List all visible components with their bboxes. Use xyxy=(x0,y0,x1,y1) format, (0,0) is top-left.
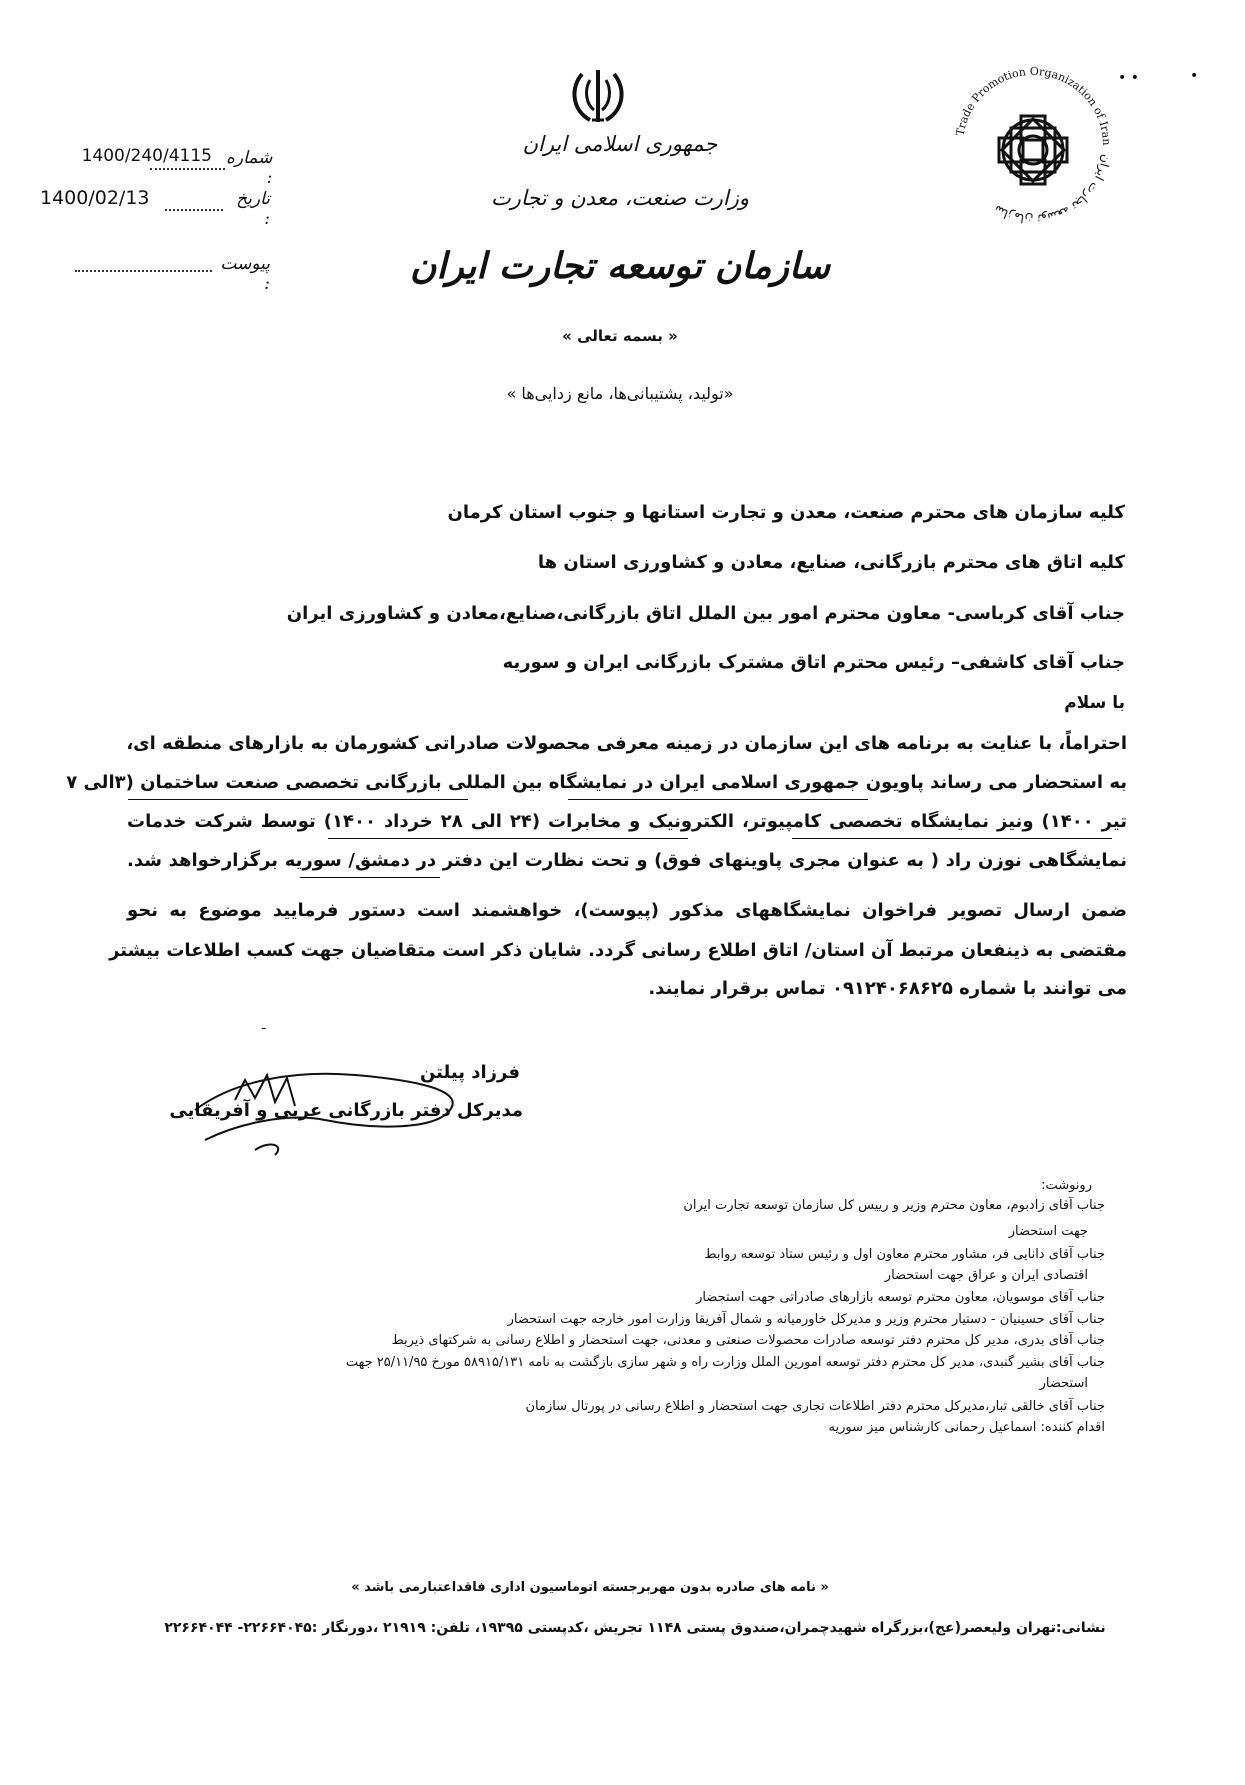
basmala: « بسمه تعالی » xyxy=(562,327,678,345)
cc-header: رونوشت: xyxy=(1041,1178,1092,1193)
underline xyxy=(792,838,1112,839)
cc-line: استحضار xyxy=(1039,1376,1088,1391)
scan-dot: • xyxy=(1190,68,1199,84)
cc-line: جناب آقای حسینیان - دستیار محترم وزیر و مدیرکل خاورمیانه و شمال آفریقا وزارت امور خارجه جهت استحضار xyxy=(507,1312,1105,1327)
recipient-1: کلیه سازمان های محترم صنعت، معدن و تجارت استانها و جنوب استان کرمان xyxy=(447,502,1125,523)
cc-line: جناب آقای دانایی فر، مشاور محترم معاون اول و رئیس ستاد توسعه روابط xyxy=(704,1247,1105,1262)
letter-date-row xyxy=(0,187,270,229)
letter-number-value: 1400/240/4115 xyxy=(81,146,212,166)
attachment-row xyxy=(0,254,270,294)
iran-emblem-icon xyxy=(568,66,628,128)
footer-note: « نامه های صادره بدون مهربرجسته اتوماسیون اداری فاقداعتبارمی باشد » xyxy=(351,1580,829,1595)
cc-line: جناب آقای خالقی تبار،مدیرکل محترم دفتر اطلاعات تجاری جهت استحضار و اطلاع رسانی در پورتال سازمان xyxy=(525,1399,1105,1414)
cc-line: جناب آقای زادبوم، معاون محترم وزیر و رییس کل سازمان توسعه تجارت ایران xyxy=(683,1198,1105,1213)
attachment-label: پیوست : xyxy=(220,254,270,294)
dotted-line xyxy=(165,209,223,211)
letter-number-label: شماره : xyxy=(225,148,273,188)
cc-line: جهت استحضار xyxy=(1008,1224,1088,1239)
stray-mark: ـ xyxy=(262,1018,266,1032)
organization-title: سازمان توسعه تجارت ایران xyxy=(409,245,831,287)
body-line-4: نمایشگاهی نوزن راد ( به عنوان مجری پاوینهای فوق) و تحت نظارت این دفتر در دمشق/ سوریه برگزارخواهد شد. xyxy=(127,850,1127,871)
letter-date-label: تاریخ : xyxy=(236,189,270,229)
signer-name: فرزاد پیلتن xyxy=(419,1062,520,1083)
letter-date-value: 1400/02/13 xyxy=(40,187,150,209)
underline xyxy=(328,838,688,839)
letter-number-row xyxy=(0,146,273,188)
greeting: با سلام xyxy=(1064,693,1125,713)
cc-line: جناب آقای موسویان، معاون محترم توسعه بازارهای صادراتی جهت استحضار xyxy=(696,1290,1105,1305)
underline xyxy=(568,799,868,800)
body-line-2: به استحضار می رساند پاویون جمهوری اسلامی ایران در نمایشگاه بین المللی بازرگانی تخصصی صنعت ساختمان (۳الی ۷ xyxy=(66,772,1127,793)
tpo-logo-icon xyxy=(948,60,1118,230)
body-line-1: احتراماً، با عنایت به برنامه های این سازمان در زمینه معرفی محصولات صادراتی کشورمان به بازارهای منطقه ای، xyxy=(126,733,1127,754)
cc-line: جناب آقای بشیر گنبدی، مدیر کل محترم دفتر توسعه امورین الملل وزارت راه و شهر سازی بازگشت به نامه ۵۸۹۱۵/۱۳۱ مورخ ۲۵/۱۱/۹۵ جهت xyxy=(345,1355,1105,1370)
body-line-3: تیر ۱۴۰۰) ونیز نمایشگاه تخصصی کامپیوتر، الکترونیک و مخابرات (۲۴ الی ۲۸ خرداد ۱۴۰۰) توسط شرکت خدمات xyxy=(127,811,1127,832)
dotted-line xyxy=(75,270,212,272)
cc-line: اقدام کننده: اسماعیل رحمانی کارشناس میز سوریه xyxy=(828,1420,1105,1435)
signer-title: مدیرکل دفتر بازرگانی عربی و آفریقایی xyxy=(169,1100,523,1121)
cc-line: جناب آقای بدری، مدیر کل محترم دفتر توسعه صادرات محصولات صنعتی و معدنی، جهت استحضار و اطلاع رسانی به شرکتهای ذیربط xyxy=(391,1333,1105,1348)
logo-ring-fa: سازمان توسعه تجارت ایران xyxy=(991,153,1114,227)
dotted-line xyxy=(150,168,225,170)
underline xyxy=(128,799,468,800)
body-line-5: ضمن ارسال تصویر فراخوان نمایشگاههای مذکور (پیوست)، خواهشمند است دستور فرمایید موضوع به نحو xyxy=(127,900,1127,921)
recipient-3: جناب آقای کرباسی- معاون محترم امور بین الملل اتاق بازرگانی،صنایع،معادن و کشاورزی ایران xyxy=(286,603,1125,624)
underline xyxy=(300,877,440,878)
scan-mark: • • xyxy=(1118,70,1139,86)
recipient-2: کلیه اتاق های محترم بازرگانی، صنایع، معادن و کشاورزی استان ها xyxy=(537,552,1125,573)
recipient-4: جناب آقای کاشفی– رئیس محترم اتاق مشترک بازرگانی ایران و سوریه xyxy=(502,652,1125,673)
body-line-7: می توانند با شماره ۰۹۱۲۴۰۶۸۶۲۵ تماس برقرار نمایند. xyxy=(648,978,1127,999)
svg-text:Trade Promotion Organization o xyxy=(954,65,1113,146)
logo-ring-en: Trade Promotion Organization of Iran xyxy=(953,64,1114,146)
cc-line: اقتصادی ایران و عراق جهت استحضار xyxy=(884,1268,1088,1283)
ministry-title: وزارت صنعت، معدن و تجارت xyxy=(490,186,750,210)
footer-address: نشانی:تهران ولیعصر(عج)،بزرگراه شهیدچمران،صندوق پستی ۱۱۴۸ تجریش ،کدپستی ۱۹۳۹۵، تلفن: ۲۱۹۱۹ ،دورنگار :۲۲۶۶۴۰۴۵- ۲۲۶۶۴۰۴۴ xyxy=(164,1620,1106,1636)
slogan: « تولید، پشتیبانی‌ها، مانع زدایی‌ها» xyxy=(506,384,734,403)
republic-title: جمهوری اسلامی ایران xyxy=(522,132,718,156)
body-line-6: مقتضی به ذینفعان مرتبط آن استان/ اتاق اطلاع رسانی گردد. شایان ذکر است متقاضیان جهت کسب اطلاعات بیشتر xyxy=(109,940,1127,961)
